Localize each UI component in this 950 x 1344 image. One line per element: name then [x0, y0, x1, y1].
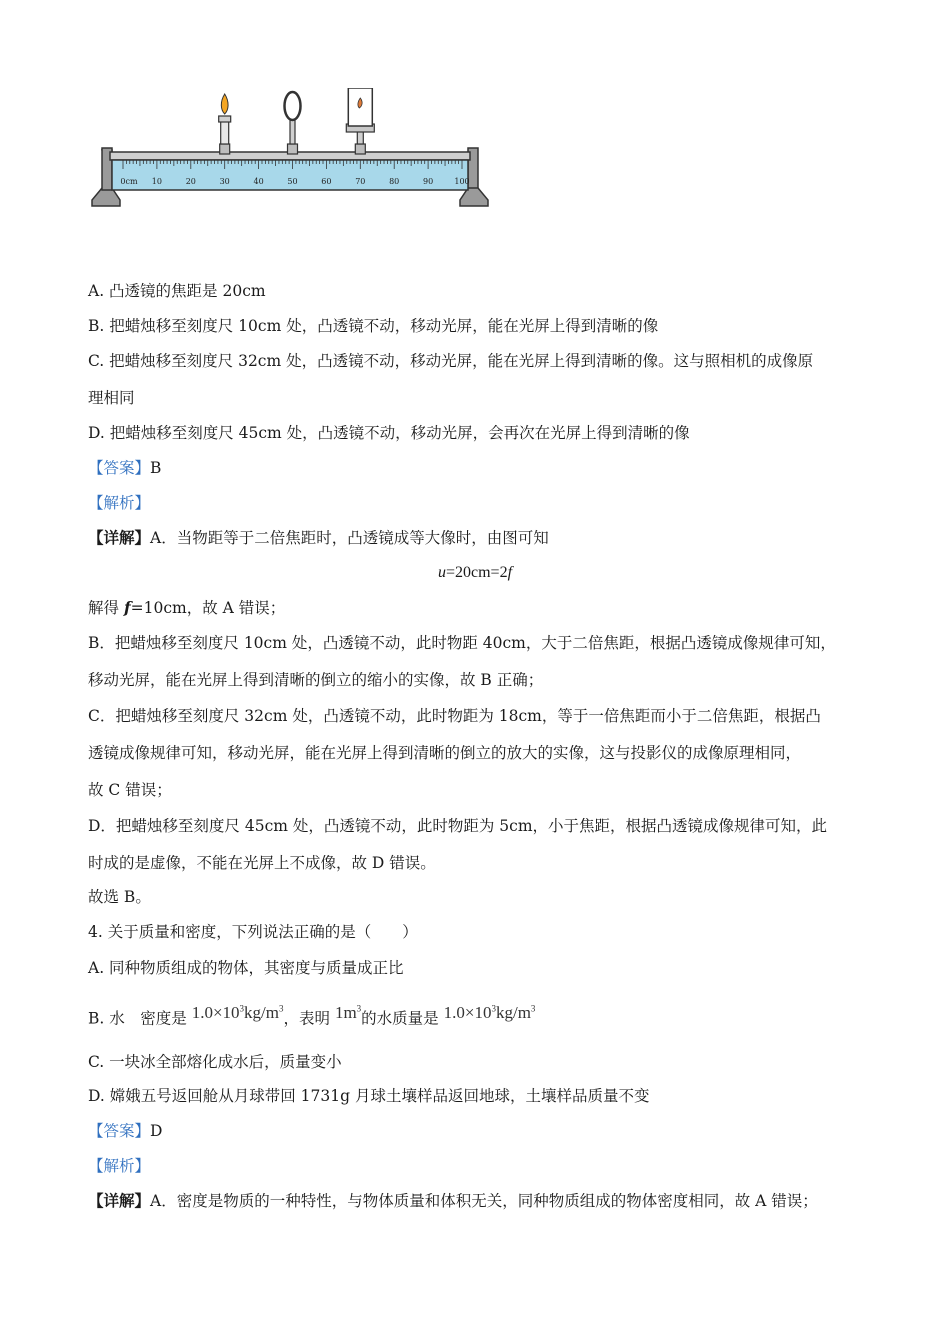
detail-c-line1: C．把蜡烛移至刻度尺 32cm 处，凸透镜不动，此时物距为 18cm，等于一倍焦距而小于二倍焦距，根据凸: [88, 707, 821, 725]
q3-detail: [88, 527, 549, 549]
ruler-label: 30: [219, 177, 230, 186]
light-screen: [346, 88, 374, 154]
detail-c-line2: 透镜成像规律可知，移动光屏，能在光屏上得到清晰的倒立的放大的实像，这与投影仪的成像原理相同，: [88, 744, 802, 762]
q3-option-a: A. 凸透镜的焦距是 20cm: [88, 282, 266, 300]
solve-f: f: [123, 598, 131, 617]
q3-option-c: C. 把蜡烛移至刻度尺 32cm 处，凸透镜不动，移动光屏，能在光屏上得到清晰的像。这与照相机的成像原: [88, 352, 814, 370]
solve-rest: =10cm，故 A 错误；: [130, 599, 286, 617]
detail-d-line1: D．把蜡烛移至刻度尺 45cm 处，凸透镜不动，此时物距为 5cm，小于焦距，根据凸透镜成像规律可知，此: [88, 817, 828, 835]
detail-tag: 【详解】: [88, 528, 151, 547]
formula-mid: =20cm=2: [445, 564, 508, 581]
q4-option-b-post: 的水质量是: [361, 1009, 439, 1028]
ruler-label: 50: [287, 177, 298, 186]
solve-prefix: 解得: [88, 599, 124, 617]
ruler-label: 0cm: [120, 177, 138, 186]
q4-option-b-mid: ，表明: [283, 1009, 330, 1028]
q4-stem: 4. 关于质量和密度，下列说法正确的是（ ）: [88, 923, 418, 941]
answer-value: B: [150, 459, 162, 477]
q3-option-b: B. 把蜡烛移至刻度尺 10cm 处，凸透镜不动，移动光屏，能在光屏上得到清晰的像: [88, 317, 659, 335]
ruler-label: 10: [151, 177, 162, 186]
detail-d-line2: 时成的是虚像，不能在光屏上不成像，故 D 错误。: [88, 854, 436, 872]
ruler-label: 40: [253, 177, 264, 186]
candle: [219, 94, 231, 154]
answer-tag: 【答案】: [88, 459, 151, 477]
q4-detail: [88, 1190, 818, 1212]
ruler-label: 70: [355, 177, 366, 186]
q4-option-d: D. 嫦娥五号返回舱从月球带回 1731g 月球土壤样品返回地球，土壤样品质量不变: [88, 1087, 650, 1105]
ruler-label: 20: [185, 177, 196, 186]
detail-c-line3: 故 C 错误；: [88, 781, 172, 799]
ruler-label: 80: [389, 177, 400, 186]
detail-b-line1: B．把蜡烛移至刻度尺 10cm 处，凸透镜不动，此时物距 40cm，大于二倍焦距，根据凸透镜成像规律可知，: [88, 634, 836, 652]
detail-tag: 【详解】: [88, 1191, 151, 1210]
detail-b-line2: 移动光屏，能在光屏上得到清晰的倒立的缩小的实像，故 B 正确；: [88, 671, 544, 689]
q4-analysis-tag: [88, 1155, 150, 1177]
formula-f: f: [507, 564, 513, 581]
q4-option-b: [88, 1003, 535, 1030]
q4-answer: [88, 1120, 162, 1142]
ruler-label: 60: [321, 177, 332, 186]
q3-answer: [88, 457, 161, 479]
mass-value: $1.0\times 10^3kg/m^3$: [443, 1002, 536, 1022]
detail-a: A．密度是物质的一种特性，与物体质量和体积无关，同种物质组成的物体密度相同，故 A 错误；: [150, 1192, 818, 1210]
q3-option-c-cont: 理相同: [88, 389, 135, 407]
q4-option-c: C. 一块冰全部熔化成水后，质量变小: [88, 1053, 342, 1071]
q3-option-d: D. 把蜡烛移至刻度尺 45cm 处，凸透镜不动，移动光屏，会再次在光屏上得到清晰的像: [88, 424, 690, 442]
choose-line: 故选 B。: [88, 888, 151, 906]
convex-lens: [285, 92, 301, 154]
formula-u-equals-2f: [0, 562, 950, 584]
ruler-label: 90: [423, 177, 434, 186]
detail-intro: A．当物距等于二倍焦距时，凸透镜成等大像时，由图可知: [150, 529, 549, 547]
analysis-tag: 【解析】: [88, 494, 151, 512]
q4-option-b-pre: B. 水 密度是: [88, 1009, 187, 1028]
density-value: $1.0\times 10^3kg/m^3$: [191, 1002, 284, 1022]
optical-bench-figure: [90, 88, 495, 213]
ruler-label: 100: [454, 177, 470, 186]
formula-u: u: [437, 564, 446, 581]
answer-tag: 【答案】: [88, 1122, 151, 1140]
answer-value: D: [150, 1122, 163, 1140]
q3-analysis-tag: [88, 492, 150, 514]
q4-option-a: A. 同种物质组成的物体，其密度与质量成正比: [88, 959, 404, 977]
analysis-tag: 【解析】: [88, 1157, 151, 1175]
volume-value: $1m^3$: [334, 1002, 362, 1022]
solve-line: [88, 597, 285, 619]
